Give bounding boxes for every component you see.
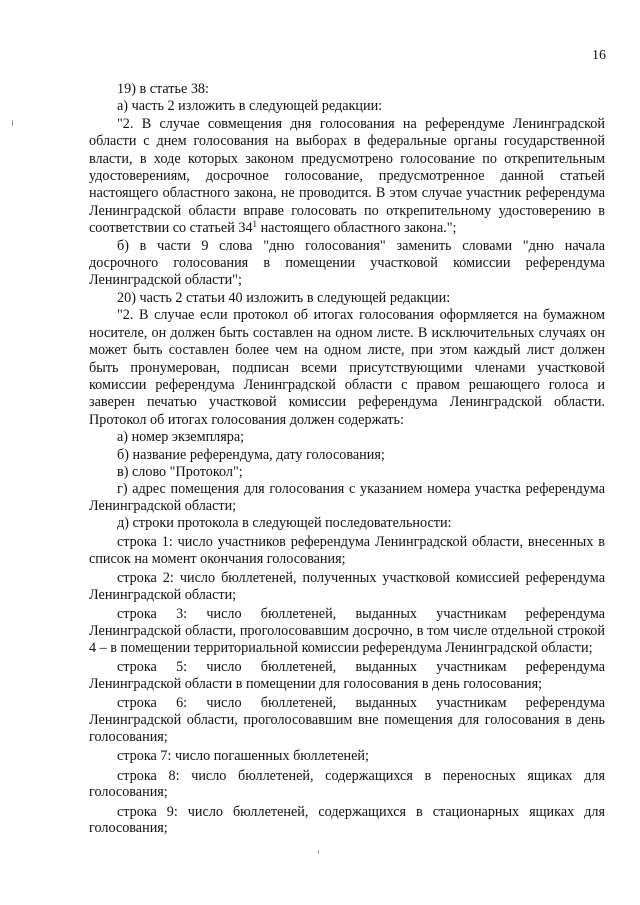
paragraph: строка 7: число погашенных бюллетеней; <box>117 748 369 765</box>
paragraph: строка 8: число бюллетеней, содержащихся в переносных ящиках для голосования; <box>89 767 605 801</box>
paragraph: строка 1: число участников референдума Ленинградской области, внесенных в список на момент окончания голосования; <box>89 534 605 568</box>
paragraph: г) адрес помещения для голосования с указанием номера участка референдума Ленинградской области; <box>89 481 605 515</box>
paragraph-text: "2. В случае совмещения дня голосования на референдуме Ленинградской области с днем голосования на выборах в федеральные органы государственной власти, в ходе которых законом предусмотрено голосование по открепительным удостоверениям, досрочное голосование, предусмотренное данной статьей настоящего областного закона, не проводится. В этом случае участник референдума Ленинградской области вправе голосовать по открепительному удостоверению в соответствии со статьей 34 <box>89 115 605 237</box>
paragraph: а) часть 2 изложить в следующей редакции: <box>117 98 383 115</box>
paragraph: б) в части 9 слова "дню голосования" заменить словами "дню начала досрочного голосования в помещении участковой комиссии референдума Ленинградской области"; <box>89 237 605 289</box>
superscript: 1 <box>252 219 258 230</box>
paragraph: строка 5: число бюллетеней, выданных участникам референдума Ленинградской области в помещении для голосования в день голосования; <box>89 659 605 693</box>
paragraph: 19) в статье 38: <box>117 81 209 97</box>
paragraph <box>89 116 605 238</box>
paragraph: строка 6: число бюллетеней, выданных участникам референдума Ленинградской области, проголосовавшим вне помещения для голосования в день голосования; <box>89 695 605 745</box>
paragraph: "2. В случае если протокол об итогах голосования оформляется на бумажном носителе, он должен быть составлен на одном листе. В исключительных случаях он может быть составлен более чем на одном листе, при этом каждый лист должен быть пронумерован, подписан всеми присутствующими членами участковой комиссии референдума Ленинградской области с правом решающего голоса и заверен печатью участковой комиссии референдума Ленинградской области. Протокол об итогах голосования должен содержать: <box>89 307 605 428</box>
paragraph: строка 2: число бюллетеней, полученных участковой комиссией референдума Ленинградской области; <box>89 570 605 604</box>
paragraph: в) слово "Протокол"; <box>117 463 243 480</box>
paragraph: д) строки протокола в следующей последовательности: <box>117 514 452 531</box>
paragraph: 20) часть 2 статьи 40 изложить в следующей редакции: <box>117 289 451 306</box>
scan-mark <box>12 120 13 126</box>
paragraph: а) номер экземпляра; <box>117 429 245 446</box>
paragraph: строка 3: число бюллетеней, выданных участникам референдума Ленинградской области, проголосовавшим досрочно, в том числе отдельной строкой 4 – в помещении территориальной комиссии референдума Ленинградской области; <box>89 606 605 657</box>
paragraph: строка 9: число бюллетеней, содержащихся в стационарных ящиках для голосования; <box>89 803 605 837</box>
page-number: 16 <box>592 48 606 63</box>
paragraph-tail: настоящего областного закона."; <box>257 220 457 237</box>
document-body <box>89 81 605 837</box>
scan-mark <box>318 850 319 854</box>
paragraph: б) название референдума, дату голосования; <box>117 446 385 463</box>
